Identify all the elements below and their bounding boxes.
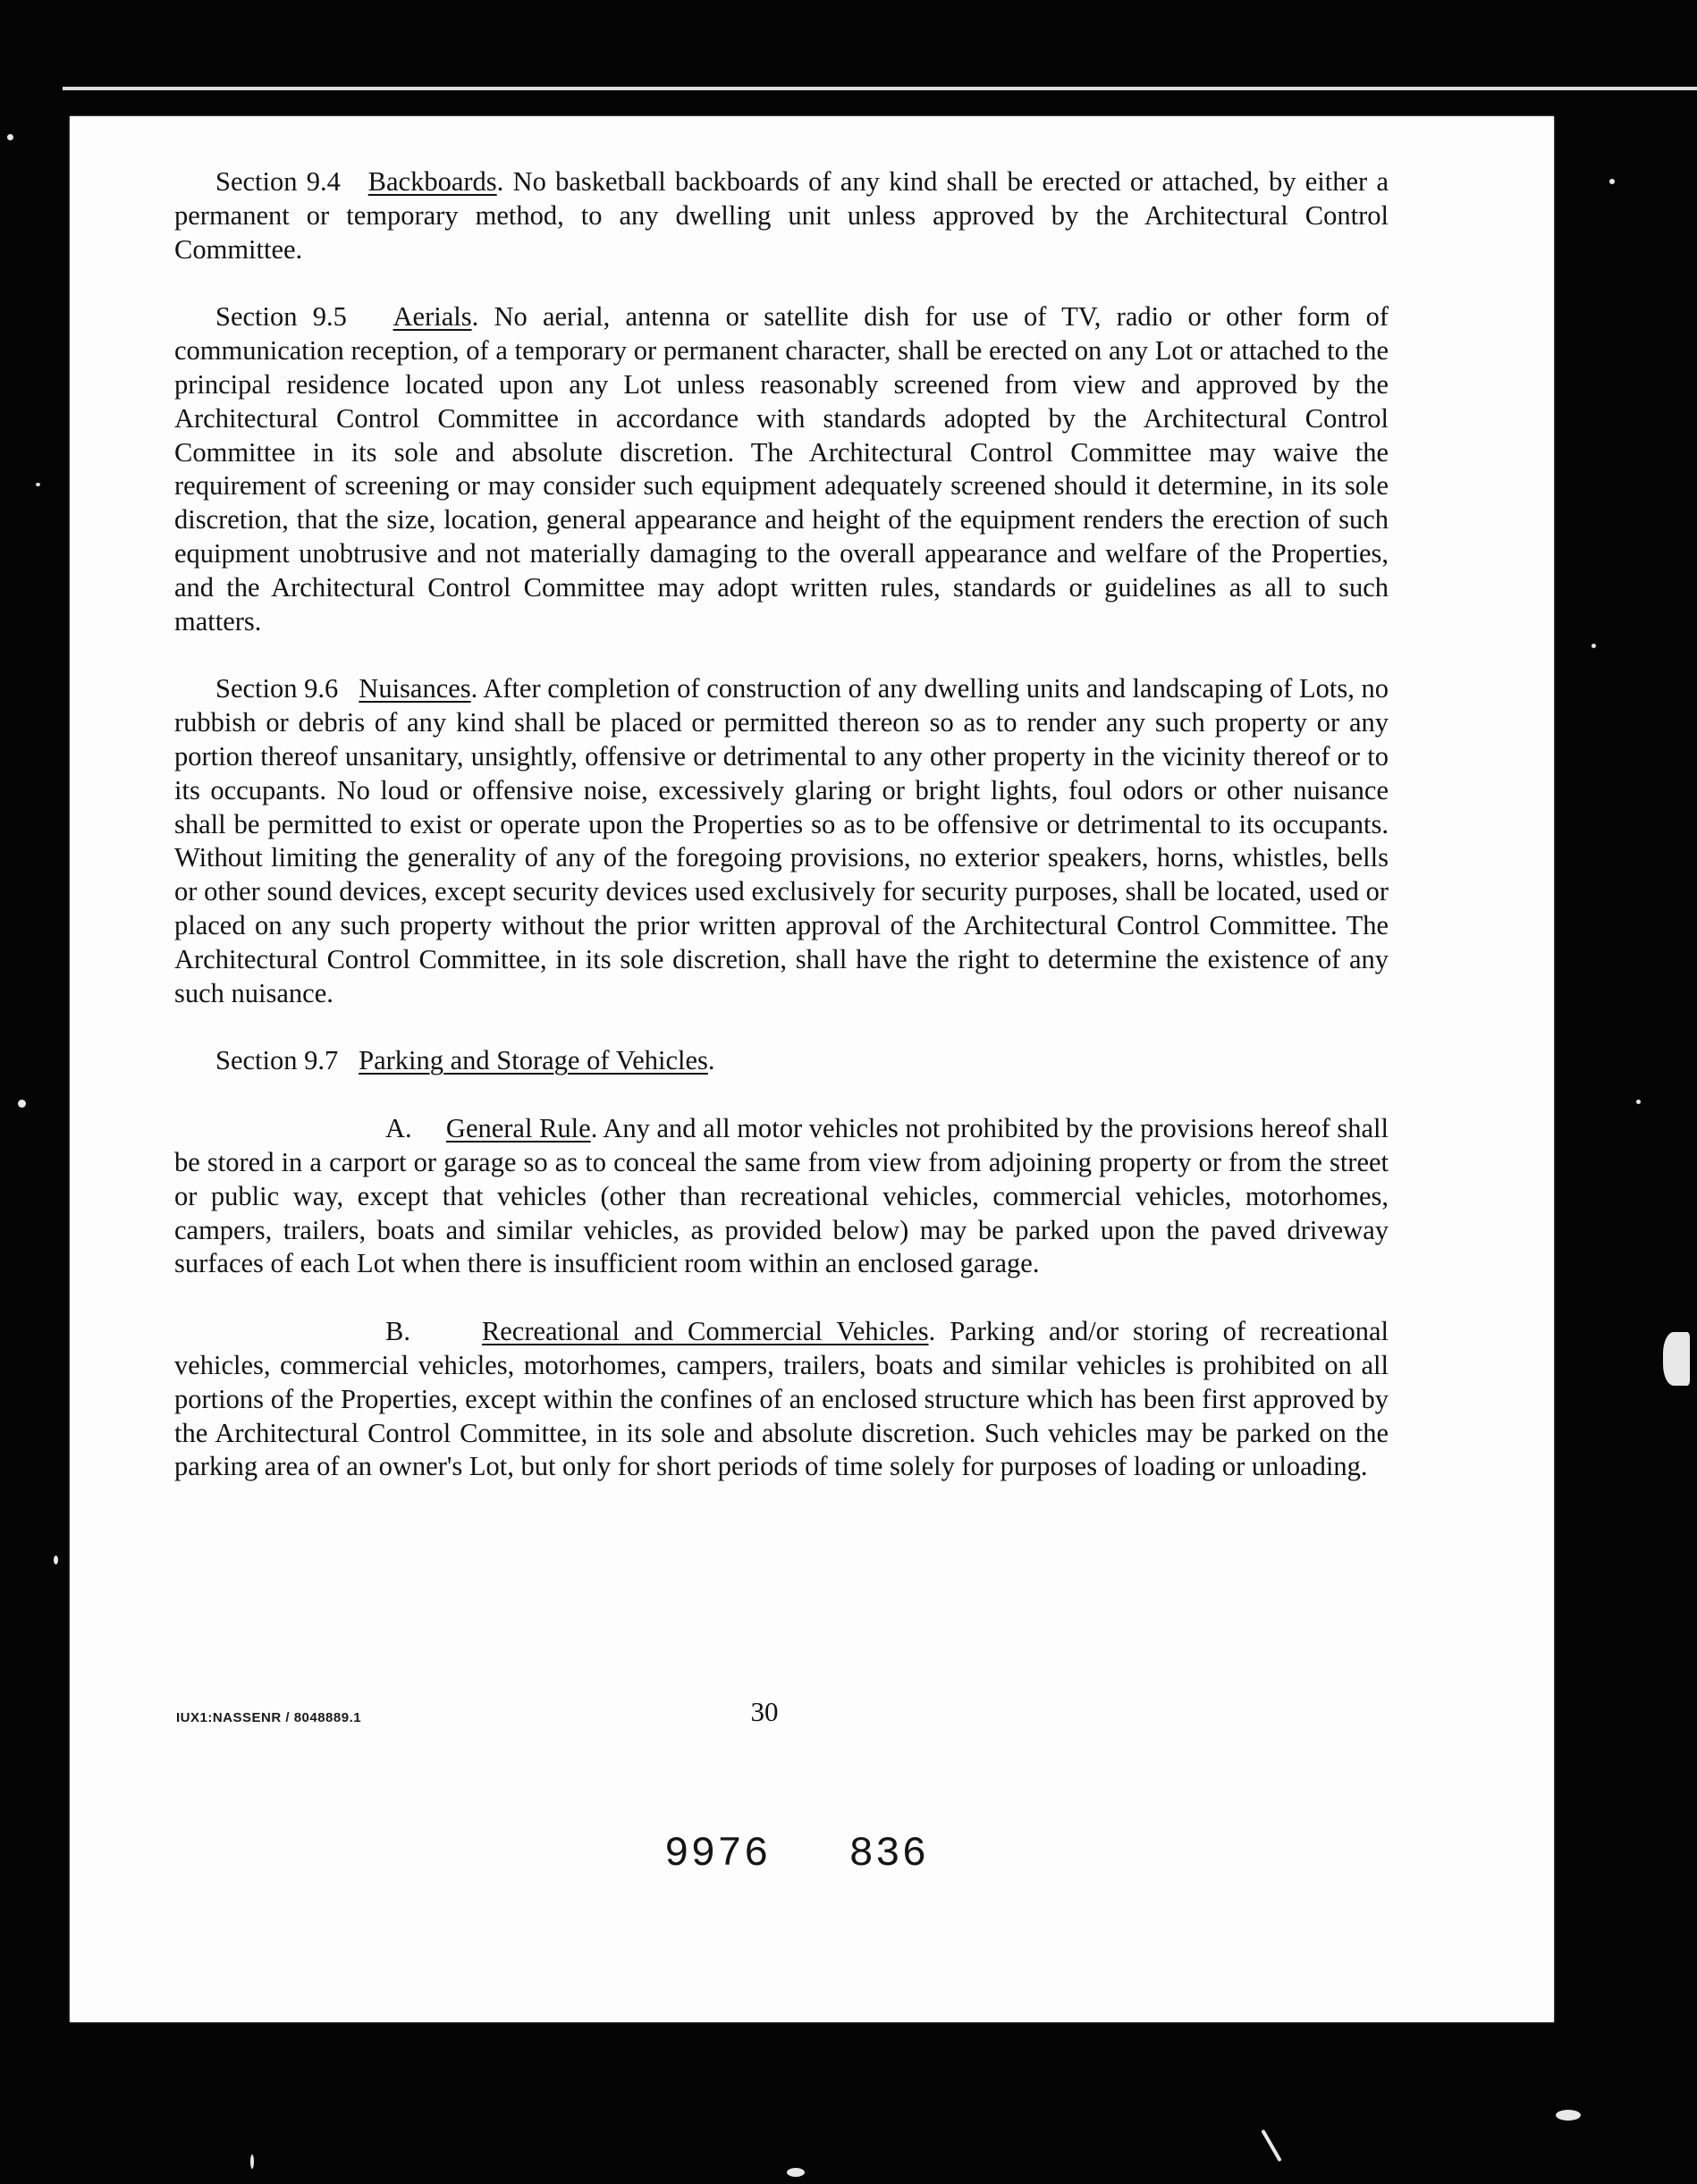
page-number: 30: [750, 1696, 779, 1727]
section-text: . No aerial, antenna or satellite dish for use of TV, radio or other form of communication reception, of a temporary or permanent character, shall be erected on any Lot or attached to the principal residence located upon any Lot unless reasonably screened from view and approved by the Architectural Control Committee in accordance with standards adopted by the Architectural Control Committee in its sole and absolute discretion. The Architectural Control Committee may waive the requirement of screening or may consider such equipment adequately screened should it determine, in its sole discretion, that the size, location, general appearance and height of the equipment renders the erection of such equipment unobtrusive and not materially damaging to the overall appearance and welfare of the Properties, and the Architectural Control Committee may adopt written rules, standards or guidelines as all to such matters.: [174, 301, 1389, 637]
section-9-5: [174, 300, 1389, 638]
section-9-6: [174, 672, 1389, 1010]
section-title: Parking and Storage of Vehicles: [359, 1045, 708, 1076]
subsection-label: B.: [385, 1316, 410, 1347]
section-text: . After completion of construction of any dwelling units and landscaping of Lots, no rubbish or debris of any kind shall be placed or permitted thereon so as to render any such property or any portion thereof unsanitary, unsightly, offensive or detrimental to any other property in the vicinity thereof or to its occupants. No loud or offensive noise, excessively glaring or bright lights, foul odors or other nuisance shall be permitted to exist or operate upon the Properties so as to be offensive or detrimental to its occupants. Without limiting the generality of any of the foregoing provisions, no exterior speakers, horns, whistles, bells or other sound devices, except security devices used exclusively for security purposes, shall be located, used or placed on any such property without the prior written approval of the Architectural Control Committee. The Architectural Control Committee, in its sole discretion, shall have the right to determine the existence of any such nuisance.: [174, 673, 1389, 1008]
subsection-title: Recreational and Commercial Vehicles: [481, 1316, 929, 1347]
section-suffix: .: [707, 1045, 715, 1076]
scan-speck: [36, 483, 40, 486]
section-text: . No basketball backboards of any kind shall be erected or attached, by either a permanent or temporary method, to any dwelling unit unless approved by the Architectural Control Committee.: [174, 166, 1389, 265]
scan-speck: [1261, 2129, 1281, 2163]
scan-speck: [787, 2168, 805, 2177]
section-9-7: [174, 1044, 1389, 1078]
section-number: Section 9.5: [215, 301, 347, 333]
section-title: Backboards: [367, 166, 497, 197]
section-title: Nuisances: [359, 673, 471, 704]
scan-speck: [7, 134, 13, 140]
stamp-book-number: 9976: [664, 1831, 771, 1877]
section-number: Section 9.4: [215, 166, 341, 197]
scan-border-line: [63, 87, 1697, 90]
subsection-text: . Parking and/or storing of recreational vehicles, commercial vehicles, motorhomes, campers, trailers, boats and similar vehicles is prohibited on all portions of the Properties, except within the confines of an enclosed structure which has been first approved by the Architectural Control Committee, in its sole and absolute discretion. Such vehicles may be parked on the parking area of an owner's Lot, but only for short periods of time solely for purposes of loading or unloading.: [174, 1316, 1389, 1482]
section-number: Section 9.6: [215, 673, 339, 704]
scan-speck: [250, 2154, 254, 2169]
scan-speck: [1663, 1332, 1690, 1386]
scan-speck: [54, 1556, 58, 1564]
recording-stamp: [664, 1831, 928, 1877]
section-9-4: [174, 165, 1389, 266]
subsection-title: General Rule: [445, 1113, 591, 1144]
scan-speck: [1556, 2110, 1581, 2121]
scan-speck: [1609, 179, 1615, 184]
section-title: Aerials: [393, 301, 472, 333]
scan-speck: [18, 1100, 26, 1108]
stamp-page-number: 836: [848, 1831, 929, 1877]
scan-speck: [1636, 1100, 1641, 1104]
subsection-text: . Any and all motor vehicles not prohibited by the provisions hereof shall be stored in a carport or garage so as to conceal the same from view from adjoining property or from the street or public way, except that vehicles (other than recreational vehicles, commercial vehicles, motorhomes, campers, trailers, boats and similar vehicles, as provided below) may be parked upon the paved driveway surfaces of each Lot when there is insufficient room within an enclosed garage.: [174, 1113, 1389, 1279]
section-number: Section 9.7: [215, 1045, 339, 1076]
document-id: IUX1:NASSENR / 8048889.1: [176, 1710, 362, 1725]
subsection-b: [174, 1315, 1389, 1484]
subsection-label: A.: [385, 1113, 412, 1144]
subsection-a: [174, 1112, 1389, 1281]
scan-speck: [1591, 644, 1596, 648]
document-body: [174, 165, 1389, 1518]
